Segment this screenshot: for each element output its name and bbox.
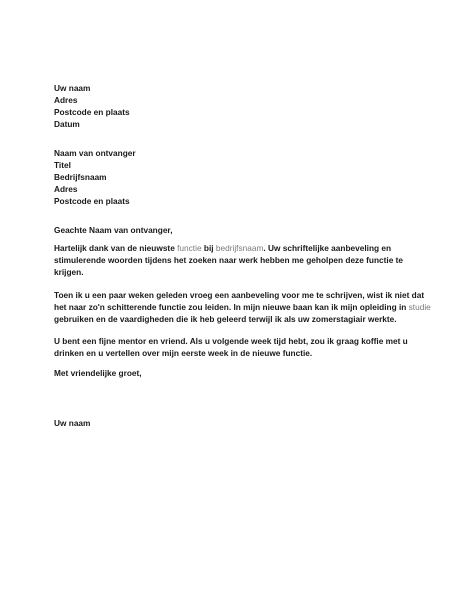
paragraph-3-line-2: drinken en u vertellen over mijn eerste week in de nieuwe functie.: [54, 347, 313, 358]
recipient-title: Titel: [54, 159, 71, 170]
p1-mid: bij: [201, 243, 216, 253]
paragraph-1-line-2: stimulerende woorden tijdens het zoeken naar werk hebben me geholpen deze functie te: [54, 254, 404, 265]
paragraph-2-line-1: Toen ik u een paar weken geleden vroeg een aanbeveling voor me te schrijven, wist ik niet dat: [54, 290, 425, 300]
closing-text: Met vriendelijke groet,: [54, 368, 142, 378]
signature-name: Uw naam: [54, 418, 91, 428]
sender-block: [54, 83, 424, 131]
salutation-text: Geachte Naam van ontvanger,: [54, 225, 173, 235]
recipient-postal-city: Postcode en plaats: [54, 195, 130, 206]
sender-date: Datum: [54, 118, 80, 129]
closing: [54, 368, 424, 380]
p1-post: . Uw schriftelijke aanbeveling en: [263, 243, 392, 253]
salutation: [54, 225, 424, 237]
recipient-name: Naam van ontvanger: [54, 148, 136, 158]
placeholder-study: studie: [408, 301, 431, 312]
sender-name: Uw naam: [54, 83, 91, 93]
paragraph-2-line-3: gebruiken en de vaardigheden die ik heb geleerd terwijl ik als uw zomerstagiair werkte.: [54, 313, 397, 324]
paragraph-3: [54, 336, 424, 360]
paragraph-1-line-1: [54, 243, 424, 255]
placeholder-function: functie: [177, 243, 202, 253]
paragraph-1: [54, 243, 424, 279]
paragraph-2: [54, 290, 431, 326]
sender-address: Adres: [54, 94, 78, 105]
paragraph-1-line-3: krijgen.: [54, 266, 84, 277]
recipient-company: Bedrijfsnaam: [54, 171, 107, 182]
sender-postal-city: Postcode en plaats: [54, 106, 130, 117]
placeholder-company: bedrijfsnaam: [215, 243, 264, 253]
recipient-block: [54, 148, 424, 208]
paragraph-2-line-2: [54, 301, 431, 314]
recipient-address: Adres: [54, 183, 78, 194]
signature: [54, 418, 424, 430]
p2-pre: het naar zo'n schitterende functie zou leiden. In mijn nieuwe baan kan ik mijn opleiding in: [54, 301, 409, 312]
p1-pre: Hartelijk dank van de nieuwste: [54, 243, 178, 253]
paragraph-3-line-1: U bent een fijne mentor en vriend. Als u volgende week tijd hebt, zou ik graag koffie met u: [54, 336, 408, 346]
